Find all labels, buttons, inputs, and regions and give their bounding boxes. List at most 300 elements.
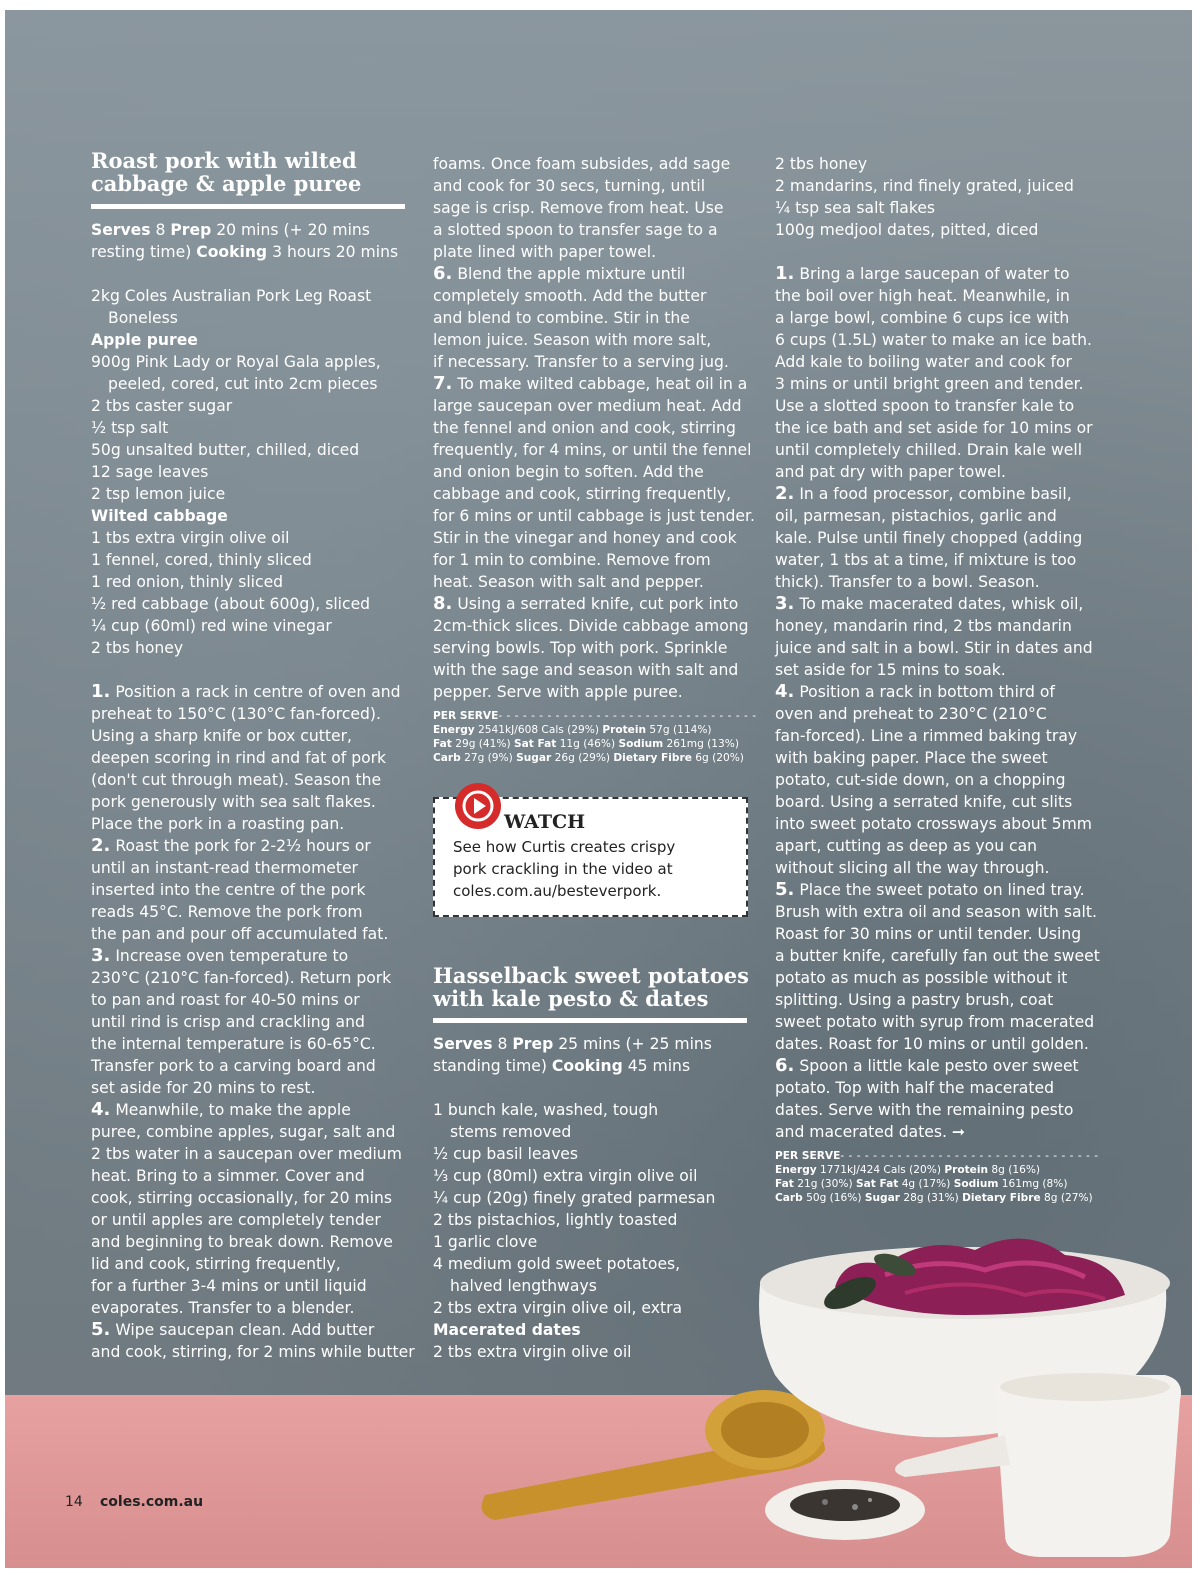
method-text: 3 mins or until bright green and tender.	[775, 375, 1084, 393]
method-line	[433, 659, 738, 681]
method-line	[775, 285, 1070, 307]
method-line	[433, 241, 656, 263]
text-run: Prep	[170, 221, 212, 239]
text-run: Protein	[602, 724, 647, 736]
ingredient-line	[775, 175, 1074, 197]
ingredient-line	[91, 285, 371, 307]
method-line	[775, 1077, 1054, 1099]
recipe1-title	[91, 149, 361, 195]
ingredient-text: 2 tbs caster sugar	[91, 397, 233, 415]
ingredient-line	[775, 219, 1038, 241]
method-line	[91, 1275, 367, 1297]
method-text: lemon juice. Season with more salt,	[433, 331, 712, 349]
method-text: and cook, stirring, for 2 mins while butter	[91, 1343, 415, 1361]
ingredient-text: ½ red cabbage (about 600g), sliced	[91, 595, 371, 613]
method-text: and cook for 30 secs, turning, until	[433, 177, 706, 195]
ingredient-line	[91, 373, 378, 395]
ingredient-text: Wilted cabbage	[91, 507, 228, 525]
text-run: Sugar	[516, 752, 552, 764]
method-line	[91, 1253, 341, 1275]
text-run: Sugar	[864, 1192, 900, 1204]
text-run: Serves	[91, 221, 151, 239]
recipe1-title-line2: cabbage & apple puree	[91, 171, 362, 196]
text-run: Fat	[775, 1178, 794, 1190]
method-text: without slicing all the way through.	[775, 859, 1050, 877]
method-text: 2 tbs water in a saucepan over medium	[91, 1145, 402, 1163]
ingredient-text: 100g medjool dates, pitted, diced	[775, 221, 1039, 239]
text-run: Prep	[512, 1035, 554, 1053]
ingredient-line	[91, 571, 283, 593]
ingredient-text: 2 tsp lemon juice	[91, 485, 226, 503]
method-text: until an instant-read thermometer	[91, 859, 358, 877]
ingredient-text: 2 tbs honey	[91, 639, 184, 657]
ingredient-text: 12 sage leaves	[91, 463, 209, 481]
method-line	[91, 967, 391, 989]
method-text: Transfer pork to a carving board and	[91, 1057, 376, 1075]
method-line	[91, 813, 344, 835]
method-text: inserted into the centre of the pork	[91, 881, 366, 899]
method-text: Place the sweet potato on lined tray.	[794, 881, 1085, 899]
watch-line-2: pork crackling in the video at	[453, 860, 673, 878]
recipe2-title-rule	[433, 1018, 747, 1023]
method-text: oven and preheat to 230°C (210°C	[775, 705, 1047, 723]
watch-line-1: See how Curtis creates crispy	[453, 838, 676, 856]
method-line	[433, 483, 731, 505]
method-text: the ice bath and set aside for 10 mins or	[775, 419, 1093, 437]
method-text: Roast for 30 mins or until tender. Using	[775, 925, 1082, 943]
ingredient-text: ¼ tsp sea salt flakes	[775, 199, 936, 217]
nutrition-line	[433, 751, 744, 765]
method-text: if necessary. Transfer to a serving jug.	[433, 353, 729, 371]
method-text: into sweet potato crossways about 5mm	[775, 815, 1092, 833]
method-line	[433, 219, 718, 241]
method-text: Bring a large saucepan of water to	[794, 265, 1070, 283]
method-text: To make wilted cabbage, heat oil in a	[452, 375, 748, 393]
method-text: the fennel and onion and cook, stirring	[433, 419, 736, 437]
method-line	[433, 571, 704, 593]
method-line	[775, 791, 1072, 813]
ingredient-text: Boneless	[108, 309, 178, 327]
ingredient-text: 2 tbs honey	[775, 155, 868, 173]
method-line	[91, 1209, 381, 1231]
ingredient-line	[775, 153, 867, 175]
method-line	[433, 285, 706, 307]
method-text: for 1 min to combine. Remove from	[433, 551, 711, 569]
method-line	[91, 1231, 393, 1253]
text-run: 1771kJ/424 Cals (20%)	[816, 1164, 945, 1176]
ingredient-text: 2kg Coles Australian Pork Leg Roast	[91, 287, 372, 305]
ingredient-text: 50g unsalted butter, chilled, diced	[91, 441, 360, 459]
method-line	[433, 329, 711, 351]
ingredient-line	[91, 351, 381, 373]
method-text: heat. Season with salt and pepper.	[433, 573, 704, 591]
method-line	[775, 571, 1040, 593]
method-text: Place the pork in a roasting pan.	[91, 815, 345, 833]
method-line	[91, 1319, 374, 1341]
text-run: 28g (31%)	[900, 1192, 963, 1204]
ingredient-text: 1 bunch kale, washed, tough	[433, 1101, 659, 1119]
ingredient-line	[91, 395, 232, 417]
step-number: 4.	[775, 681, 795, 702]
method-line	[775, 439, 1082, 461]
method-line	[775, 769, 1066, 791]
method-text: Meanwhile, to make the apple	[110, 1101, 351, 1119]
method-line	[775, 923, 1081, 945]
ingredient-line	[91, 637, 183, 659]
method-line	[91, 1187, 392, 1209]
method-text: juice and salt in a bowl. Stir in dates and	[775, 639, 1093, 657]
ingredient-line	[91, 439, 359, 461]
method-line	[775, 725, 1077, 747]
method-line	[91, 1297, 354, 1319]
text-run: 57g (114%)	[646, 724, 712, 736]
method-line	[91, 791, 376, 813]
method-text: heat. Bring to a simmer. Cover and	[91, 1167, 365, 1185]
nutrition-line	[433, 723, 712, 737]
recipe2-title-line2: with kale pesto & dates	[433, 986, 709, 1011]
method-line	[91, 1011, 365, 1033]
method-text: and blend to combine. Stir in the	[433, 309, 690, 327]
method-text: Add kale to boiling water and cook for	[775, 353, 1072, 371]
recipe2-title	[433, 964, 749, 1010]
text-run: 8g (27%)	[1040, 1192, 1093, 1204]
method-text: kale. Pulse until finely chopped (adding	[775, 529, 1083, 547]
footer-url[interactable]: coles.com.au	[100, 1494, 204, 1510]
step-number: 4.	[91, 1099, 111, 1120]
method-text: large saucepan over medium heat. Add	[433, 397, 742, 415]
method-line	[775, 461, 1006, 483]
ingredient-text: 900g Pink Lady or Royal Gala apples,	[91, 353, 381, 371]
ingredient-text: stems removed	[450, 1123, 572, 1141]
method-line	[91, 1033, 376, 1055]
play-icon[interactable]	[455, 783, 501, 829]
text-run: Dietary Fibre	[962, 1192, 1041, 1204]
method-line	[433, 593, 738, 615]
method-text: Use a slotted spoon to transfer kale to	[775, 397, 1075, 415]
method-line	[775, 1121, 965, 1143]
method-line	[775, 395, 1074, 417]
method-text: the internal temperature is 60-65°C.	[91, 1035, 376, 1053]
meta-line	[433, 1033, 712, 1055]
step-number: 7.	[433, 373, 453, 394]
method-line	[775, 307, 1069, 329]
step-number: 5.	[775, 879, 795, 900]
method-text: Increase oven temperature to	[110, 947, 349, 965]
ingredient-text: 4 medium gold sweet potatoes,	[433, 1255, 681, 1273]
method-line	[91, 879, 365, 901]
step-number: 3.	[775, 593, 795, 614]
nutrition-line	[775, 1163, 1040, 1177]
method-line	[775, 813, 1092, 835]
method-line	[433, 395, 742, 417]
ingredient-text: Apple puree	[91, 331, 198, 349]
method-text: reads 45°C. Remove the pork from	[91, 903, 363, 921]
method-text: with baking paper. Place the sweet	[775, 749, 1048, 767]
method-text: dates. Serve with the remaining pesto	[775, 1101, 1074, 1119]
ingredient-text: ½ tsp salt	[91, 419, 169, 437]
method-line	[433, 505, 755, 527]
text-run: - - - - - - - - - - - - - - - - - - - - - - - - - - - - - - - -	[840, 1150, 1099, 1162]
method-text: Spoon a little kale pesto over sweet	[794, 1057, 1079, 1075]
meta-line	[91, 219, 370, 241]
method-text: deepen scoring in rind and fat of pork	[91, 749, 387, 767]
text-run: - - - - - - - - - - - - - - - - - - - - - - - - - - - - - - - -	[498, 710, 757, 722]
method-text: and beginning to break down. Remove	[91, 1233, 393, 1251]
method-line	[775, 681, 1055, 703]
ingredient-text: halved lengthways	[450, 1277, 597, 1295]
method-line	[775, 593, 1083, 615]
method-text: board. Using a serrated knife, cut slits	[775, 793, 1073, 811]
method-line	[91, 989, 360, 1011]
method-text: sage is crisp. Remove from heat. Use	[433, 199, 724, 217]
method-text: water, 1 tbs at a time, if mixture is too	[775, 551, 1077, 569]
method-text: and onion begin to soften. Add the	[433, 463, 704, 481]
recipe2-title-line1: Hasselback sweet potatoes	[433, 963, 749, 988]
text-run: 20 mins (+ 20 mins	[211, 221, 370, 239]
text-run: 21g (30%)	[793, 1178, 856, 1190]
method-line	[433, 373, 747, 395]
text-run: 8g (16%)	[988, 1164, 1041, 1176]
method-line	[775, 417, 1093, 439]
method-text: Using a serrated knife, cut pork into	[452, 595, 739, 613]
method-text: and macerated dates. ➞	[775, 1123, 966, 1141]
ingredient-text: peeled, cored, cut into 2cm pieces	[108, 375, 378, 393]
ingredient-text: ⅓ cup (80ml) extra virgin olive oil	[433, 1167, 698, 1185]
method-text: frequently, for 4 mins, or until the fennel	[433, 441, 752, 459]
method-line	[775, 989, 1053, 1011]
text-run: PER SERVE	[775, 1150, 841, 1162]
method-text: Stir in the vinegar and honey and cook	[433, 529, 737, 547]
method-text: until completely chilled. Drain kale well	[775, 441, 1083, 459]
method-text: a large bowl, combine 6 cups ice with	[775, 309, 1070, 327]
method-line	[91, 769, 381, 791]
method-line	[775, 1099, 1073, 1121]
method-line	[433, 549, 711, 571]
step-number: 1.	[91, 681, 111, 702]
method-text: Position a rack in bottom third of	[794, 683, 1055, 701]
method-line	[433, 417, 736, 439]
method-line	[91, 923, 388, 945]
method-text: serving bowls. Top with pork. Sprinkle	[433, 639, 728, 657]
ingredient-text: ¼ cup (20g) finely grated parmesan	[433, 1189, 716, 1207]
text-run: Sodium	[618, 738, 664, 750]
text-run: 45 mins	[622, 1057, 691, 1075]
method-line	[775, 1011, 1094, 1033]
method-line	[775, 857, 1049, 879]
method-line	[775, 659, 1006, 681]
ingredient-line	[433, 1187, 715, 1209]
ingredient-line	[91, 307, 178, 329]
method-text: honey, mandarin rind, 2 tbs mandarin	[775, 617, 1072, 635]
method-text: the pan and pour off accumulated fat.	[91, 925, 389, 943]
ingredient-text: ¼ cup (60ml) red wine vinegar	[91, 617, 332, 635]
method-text: 230°C (210°C fan-forced). Return pork	[91, 969, 392, 987]
method-line	[91, 1143, 402, 1165]
method-text: cook, stirring occasionally, for 20 mins	[91, 1189, 393, 1207]
method-text: for a further 3-4 mins or until liquid	[91, 1277, 367, 1295]
method-line	[775, 1033, 1089, 1055]
method-text: a butter knife, carefully fan out the sweet	[775, 947, 1100, 965]
method-line	[91, 1121, 395, 1143]
method-text: until rind is crisp and crackling and	[91, 1013, 365, 1031]
ingredient-line	[91, 615, 332, 637]
ingredient-text: 1 garlic clove	[433, 1233, 538, 1251]
ingredient-line	[433, 1341, 632, 1363]
watch-title: WATCH	[504, 811, 586, 833]
method-text: sweet potato with syrup from macerated	[775, 1013, 1095, 1031]
step-number: 2.	[91, 835, 111, 856]
ingredient-line	[433, 1231, 537, 1253]
method-text: foams. Once foam subsides, add sage	[433, 155, 731, 173]
ingredient-text: 1 red onion, thinly sliced	[91, 573, 284, 591]
text-run: 3 hours 20 mins	[267, 243, 399, 261]
method-line	[433, 263, 685, 285]
method-line	[91, 1077, 315, 1099]
ingredient-text: 1 tbs extra virgin olive oil	[91, 529, 290, 547]
method-line	[91, 747, 386, 769]
method-line	[433, 681, 683, 703]
method-text: plate lined with paper towel.	[433, 243, 657, 261]
ingredient-text: Macerated dates	[433, 1321, 581, 1339]
nutrition-line	[433, 737, 739, 751]
text-run: 261mg (13%)	[663, 738, 739, 750]
ingredient-line	[433, 1209, 677, 1231]
watch-link[interactable]: coles.com.au/besteverpork.	[453, 882, 662, 900]
text-run: 50g (16%)	[802, 1192, 865, 1204]
method-line	[433, 351, 729, 373]
step-number: 1.	[775, 263, 795, 284]
step-number: 6.	[433, 263, 453, 284]
text-run: Fat	[433, 738, 452, 750]
text-run: Protein	[944, 1164, 989, 1176]
text-run: Dietary Fibre	[613, 752, 692, 764]
method-text: 6 cups (1.5L) water to make an ice bath.	[775, 331, 1092, 349]
recipe1-title-rule	[91, 204, 405, 209]
method-text: 2cm-thick slices. Divide cabbage among	[433, 617, 749, 635]
method-line	[775, 549, 1076, 571]
page-number: 14	[65, 1494, 83, 1510]
text-run: 4g (17%)	[898, 1178, 954, 1190]
method-line	[91, 1341, 415, 1363]
ingredient-text: 2 mandarins, rind finely grated, juiced	[775, 177, 1074, 195]
text-run: resting time)	[91, 243, 197, 261]
meta-line	[91, 241, 398, 263]
ingredient-line	[91, 593, 370, 615]
method-line	[775, 901, 1097, 923]
method-text: preheat to 150°C (130°C fan-forced).	[91, 705, 381, 723]
ingredient-line	[91, 461, 208, 483]
magazine-page	[5, 10, 1192, 1568]
method-text: set aside for 15 mins to soak.	[775, 661, 1006, 679]
method-text: Blend the apple mixture until	[452, 265, 686, 283]
text-run: 6g (20%)	[691, 752, 744, 764]
ingredient-line	[91, 505, 228, 527]
method-line	[775, 879, 1085, 901]
method-text: set aside for 20 mins to rest.	[91, 1079, 316, 1097]
method-text: for 6 mins or until cabbage is just tender.	[433, 507, 755, 525]
method-line	[775, 1055, 1079, 1077]
method-line	[433, 461, 704, 483]
method-line	[91, 901, 363, 923]
method-line	[775, 945, 1100, 967]
text-run: Cooking	[196, 243, 268, 261]
method-line	[775, 967, 1067, 989]
step-number: 2.	[775, 483, 795, 504]
text-run: 25 mins (+ 25 mins	[553, 1035, 712, 1053]
ingredient-line	[433, 1099, 658, 1121]
text-run: Cooking	[551, 1057, 623, 1075]
method-text: completely smooth. Add the butter	[433, 287, 707, 305]
method-line	[91, 703, 381, 725]
method-text: pepper. Serve with apple puree.	[433, 683, 683, 701]
method-text: puree, combine apples, sugar, salt and	[91, 1123, 396, 1141]
method-text: apart, cutting as deep as you can	[775, 837, 1038, 855]
method-line	[91, 681, 401, 703]
ingredient-text: 2 tbs extra virgin olive oil, extra	[433, 1299, 683, 1317]
ingredient-line	[433, 1143, 578, 1165]
ingredient-text: ½ cup basil leaves	[433, 1145, 579, 1163]
method-line	[91, 857, 358, 879]
method-text: with the sage and season with salt and	[433, 661, 739, 679]
text-run: 27g (9%)	[460, 752, 517, 764]
method-line	[433, 175, 705, 197]
nutrition-line	[775, 1149, 1099, 1163]
method-text: potato. Top with half the macerated	[775, 1079, 1054, 1097]
text-run: Sat Fat	[513, 738, 557, 750]
ingredient-line	[91, 549, 312, 571]
method-text: splitting. Using a pastry brush, coat	[775, 991, 1054, 1009]
ingredient-text: 2 tbs extra virgin olive oil	[433, 1343, 632, 1361]
method-line	[775, 527, 1082, 549]
method-line	[433, 197, 723, 219]
method-line	[91, 1099, 351, 1121]
method-text: Using a sharp knife or box cutter,	[91, 727, 352, 745]
method-text: cabbage and cook, stirring frequently,	[433, 485, 732, 503]
method-line	[91, 725, 352, 747]
text-run: 161mg (8%)	[998, 1178, 1068, 1190]
method-line	[433, 307, 690, 329]
ingredient-line	[91, 329, 198, 351]
ingredient-line	[433, 1275, 597, 1297]
method-line	[433, 527, 737, 549]
method-text: potato as much as possible without it	[775, 969, 1068, 987]
text-run: 11g (46%)	[556, 738, 619, 750]
method-line	[775, 329, 1092, 351]
ingredient-line	[433, 1121, 571, 1143]
method-line	[775, 637, 1093, 659]
text-run: 2541kJ/608 Cals (29%)	[474, 724, 603, 736]
method-line	[775, 351, 1072, 373]
ingredient-line	[91, 417, 168, 439]
method-text: Roast the pork for 2-2½ hours or	[110, 837, 371, 855]
method-text: oil, parmesan, pistachios, garlic and	[775, 507, 1057, 525]
method-line	[775, 615, 1072, 637]
method-line	[775, 703, 1047, 725]
text-run: standing time)	[433, 1057, 552, 1075]
ingredient-text: 2 tbs pistachios, lightly toasted	[433, 1211, 678, 1229]
watch-video-box[interactable]	[433, 797, 748, 917]
step-number: 6.	[775, 1055, 795, 1076]
ingredient-text: 1 fennel, cored, thinly sliced	[91, 551, 312, 569]
method-line	[433, 439, 751, 461]
ingredient-line	[91, 483, 225, 505]
method-line	[775, 835, 1037, 857]
method-line	[775, 747, 1048, 769]
text-run: Energy	[433, 724, 475, 736]
method-text: Brush with extra oil and season with salt.	[775, 903, 1097, 921]
ingredient-line	[433, 1319, 581, 1341]
ingredient-line	[433, 1297, 682, 1319]
